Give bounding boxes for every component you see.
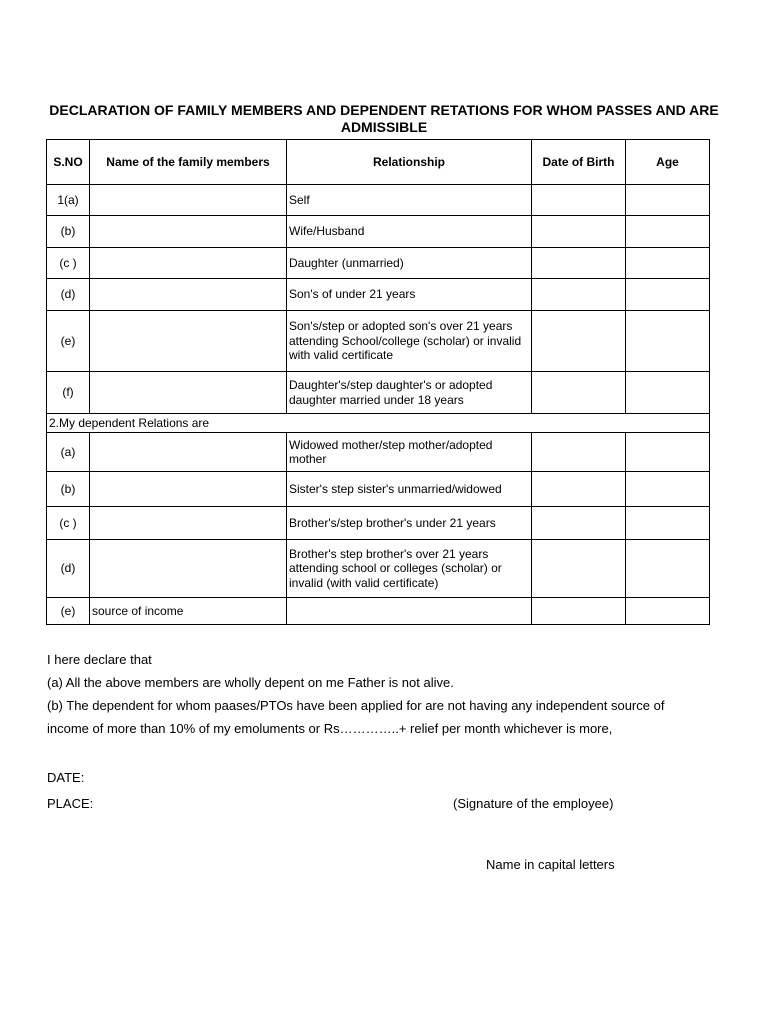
table-row <box>47 372 710 414</box>
age-cell[interactable] <box>626 540 710 598</box>
table-row <box>47 472 710 507</box>
dob-cell[interactable] <box>532 433 626 472</box>
sno-cell: (d) <box>47 540 90 598</box>
date-label: DATE: <box>47 770 85 785</box>
table-row <box>47 540 710 598</box>
name-capital-label: Name in capital letters <box>486 857 615 872</box>
sno-cell: (c ) <box>47 248 90 279</box>
name-cell[interactable] <box>90 433 287 472</box>
dob-cell[interactable] <box>532 279 626 311</box>
dob-cell[interactable] <box>532 372 626 414</box>
dob-cell[interactable] <box>532 185 626 216</box>
declaration-table <box>46 139 710 625</box>
declaration-text <box>47 648 667 740</box>
signature-label: (Signature of the employee) <box>453 796 614 811</box>
dob-cell[interactable] <box>532 540 626 598</box>
sno-cell: (a) <box>47 433 90 472</box>
relationship-cell: Brother's/step brother's under 21 years <box>287 507 532 540</box>
table-row <box>47 311 710 372</box>
relationship-cell: Widowed mother/step mother/adopted mother <box>287 433 532 472</box>
relationship-cell: Sister's step sister's unmarried/widowed <box>287 472 532 507</box>
header-sno: S.NO <box>47 140 90 185</box>
declaration-intro: I here declare that <box>47 652 152 667</box>
declaration-point-a: (a) All the above members are wholly depent on me Father is not alive. <box>47 675 454 690</box>
sno-cell: (d) <box>47 279 90 311</box>
name-cell[interactable] <box>90 472 287 507</box>
name-cell[interactable] <box>90 185 287 216</box>
age-cell[interactable] <box>626 185 710 216</box>
relationship-cell: Son's of under 21 years <box>287 279 532 311</box>
age-cell[interactable] <box>626 472 710 507</box>
relationship-cell: Self <box>287 185 532 216</box>
age-cell[interactable] <box>626 507 710 540</box>
declaration-point-b: (b) The dependent for whom paases/PTOs have been applied for are not having any independent source of income of more than 10% of my emoluments or Rs…………..+ relief per month whichever is more, <box>47 698 665 736</box>
dob-cell[interactable] <box>532 248 626 279</box>
dob-cell[interactable] <box>532 216 626 248</box>
dob-cell[interactable] <box>532 507 626 540</box>
header-age: Age <box>626 140 710 185</box>
header-relationship: Relationship <box>287 140 532 185</box>
sno-cell: (e) <box>47 311 90 372</box>
relationship-cell: Brother's step brother's over 21 years attending school or colleges (scholar) or invalid (with valid certificate) <box>287 540 532 598</box>
section-label: 2.My dependent Relations are <box>47 414 710 433</box>
header-name: Name of the family members <box>90 140 287 185</box>
relationship-cell[interactable] <box>287 598 532 625</box>
document-title: DECLARATION OF FAMILY MEMBERS AND DEPENDENT RETATIONS FOR WHOM PASSES AND ARE ADMISSIBLE <box>49 102 719 135</box>
name-cell[interactable] <box>90 279 287 311</box>
table-row <box>47 248 710 279</box>
table-row <box>47 279 710 311</box>
name-cell[interactable] <box>90 248 287 279</box>
relationship-cell: Son's/step or adopted son's over 21 years attending School/college (scholar) or invalid with valid certificate <box>287 311 532 372</box>
dob-cell[interactable] <box>532 472 626 507</box>
sno-cell: (f) <box>47 372 90 414</box>
table-row <box>47 433 710 472</box>
relationship-cell: Wife/Husband <box>287 216 532 248</box>
name-cell: source of income <box>90 598 287 625</box>
name-cell[interactable] <box>90 311 287 372</box>
age-cell[interactable] <box>626 311 710 372</box>
relationship-cell: Daughter (unmarried) <box>287 248 532 279</box>
table-row <box>47 216 710 248</box>
age-cell[interactable] <box>626 216 710 248</box>
relationship-cell: Daughter's/step daughter's or adopted daughter married under 18 years <box>287 372 532 414</box>
table-row <box>47 598 710 625</box>
table-header-row <box>47 140 710 185</box>
age-cell[interactable] <box>626 598 710 625</box>
table-row <box>47 185 710 216</box>
sno-cell: (b) <box>47 216 90 248</box>
sno-cell: 1(a) <box>47 185 90 216</box>
dob-cell[interactable] <box>532 311 626 372</box>
age-cell[interactable] <box>626 279 710 311</box>
sno-cell: (b) <box>47 472 90 507</box>
place-label: PLACE: <box>47 796 94 811</box>
table-row <box>47 507 710 540</box>
name-cell[interactable] <box>90 216 287 248</box>
name-cell[interactable] <box>90 507 287 540</box>
section-row <box>47 414 710 433</box>
age-cell[interactable] <box>626 372 710 414</box>
dob-cell[interactable] <box>532 598 626 625</box>
header-dob: Date of Birth <box>532 140 626 185</box>
age-cell[interactable] <box>626 433 710 472</box>
name-cell[interactable] <box>90 372 287 414</box>
sno-cell: (c ) <box>47 507 90 540</box>
age-cell[interactable] <box>626 248 710 279</box>
name-cell[interactable] <box>90 540 287 598</box>
sno-cell: (e) <box>47 598 90 625</box>
